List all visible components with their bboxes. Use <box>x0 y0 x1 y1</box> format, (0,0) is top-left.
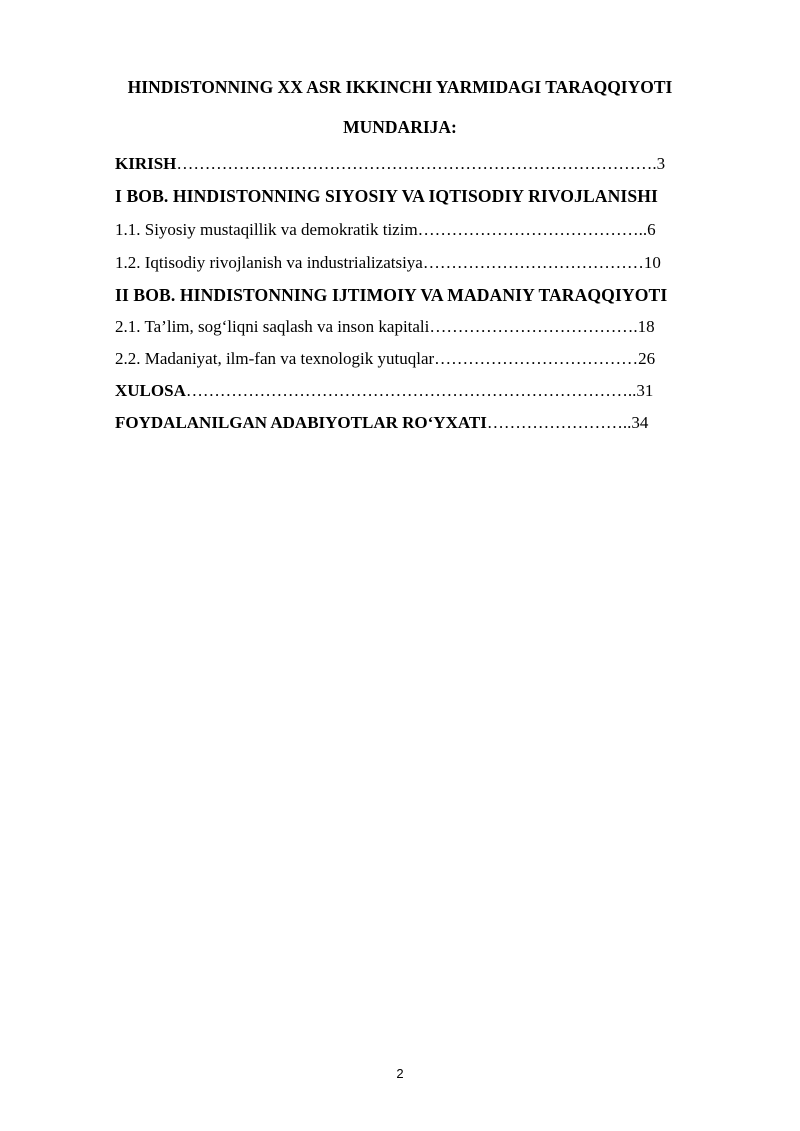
toc-entry-conclusion <box>115 381 653 401</box>
toc-page-number: 18 <box>637 317 655 336</box>
page-number: 2 <box>396 1066 404 1081</box>
toc-page-number: 6 <box>647 220 656 239</box>
toc-leader-dots: …………………………………………………………………………. <box>176 154 657 173</box>
toc-chapter-1: I BOB. HINDISTONNING SIYOSIY VA IQTISODIY RIVOJLANISHI <box>115 186 658 206</box>
toc-leader-dots: …………………………………………………………………….. <box>185 381 637 400</box>
toc-entry-2-2 <box>115 349 655 369</box>
toc-entry-label: 2.1. Ta’lim, sog‘liqni saqlash va inson kapitali <box>115 317 430 336</box>
toc-entry-label: 1.1. Siyosiy mustaqillik va demokratik tizim <box>115 220 418 239</box>
toc-leader-dots: ………………………………….. <box>417 220 648 239</box>
toc-leader-dots: ………………………………… <box>422 253 644 272</box>
toc-entry-label: KIRISH <box>115 154 177 173</box>
toc-leader-dots: ……………………………… <box>434 349 639 368</box>
toc-heading: MUNDARIJA: <box>343 117 457 137</box>
toc-entry-1-2 <box>115 253 661 273</box>
toc-entry-1-1 <box>115 220 656 240</box>
document-title: HINDISTONNING XX ASR IKKINCHI YARMIDAGI TARAQQIYOTI <box>127 77 673 97</box>
toc-page-number: 3 <box>656 154 666 173</box>
toc-page-number: 31 <box>636 381 654 400</box>
toc-page-number: 10 <box>643 253 661 272</box>
toc-leader-dots: ………………………………. <box>429 317 638 336</box>
toc-entry-label: 2.2. Madaniyat, ilm-fan va texnologik yutuqlar <box>115 349 435 368</box>
toc-page-number: 26 <box>638 349 656 368</box>
toc-leader-dots: …………………….. <box>486 413 632 432</box>
toc-entry-label: FOYDALANILGAN ADABIYOTLAR RO‘YXATI <box>115 413 487 432</box>
toc-entry-label: XULOSA <box>115 381 186 400</box>
toc-entry-2-1 <box>115 317 655 337</box>
toc-page-number: 34 <box>631 413 649 432</box>
toc-entry-references <box>115 413 648 433</box>
toc-entry-label: 1.2. Iqtisodiy rivojlanish va industrializatsiya <box>115 253 423 272</box>
toc-chapter-2: II BOB. HINDISTONNING IJTIMOIY VA MADANIY TARAQQIYOTI <box>115 285 668 305</box>
toc-entry-intro <box>115 154 665 174</box>
